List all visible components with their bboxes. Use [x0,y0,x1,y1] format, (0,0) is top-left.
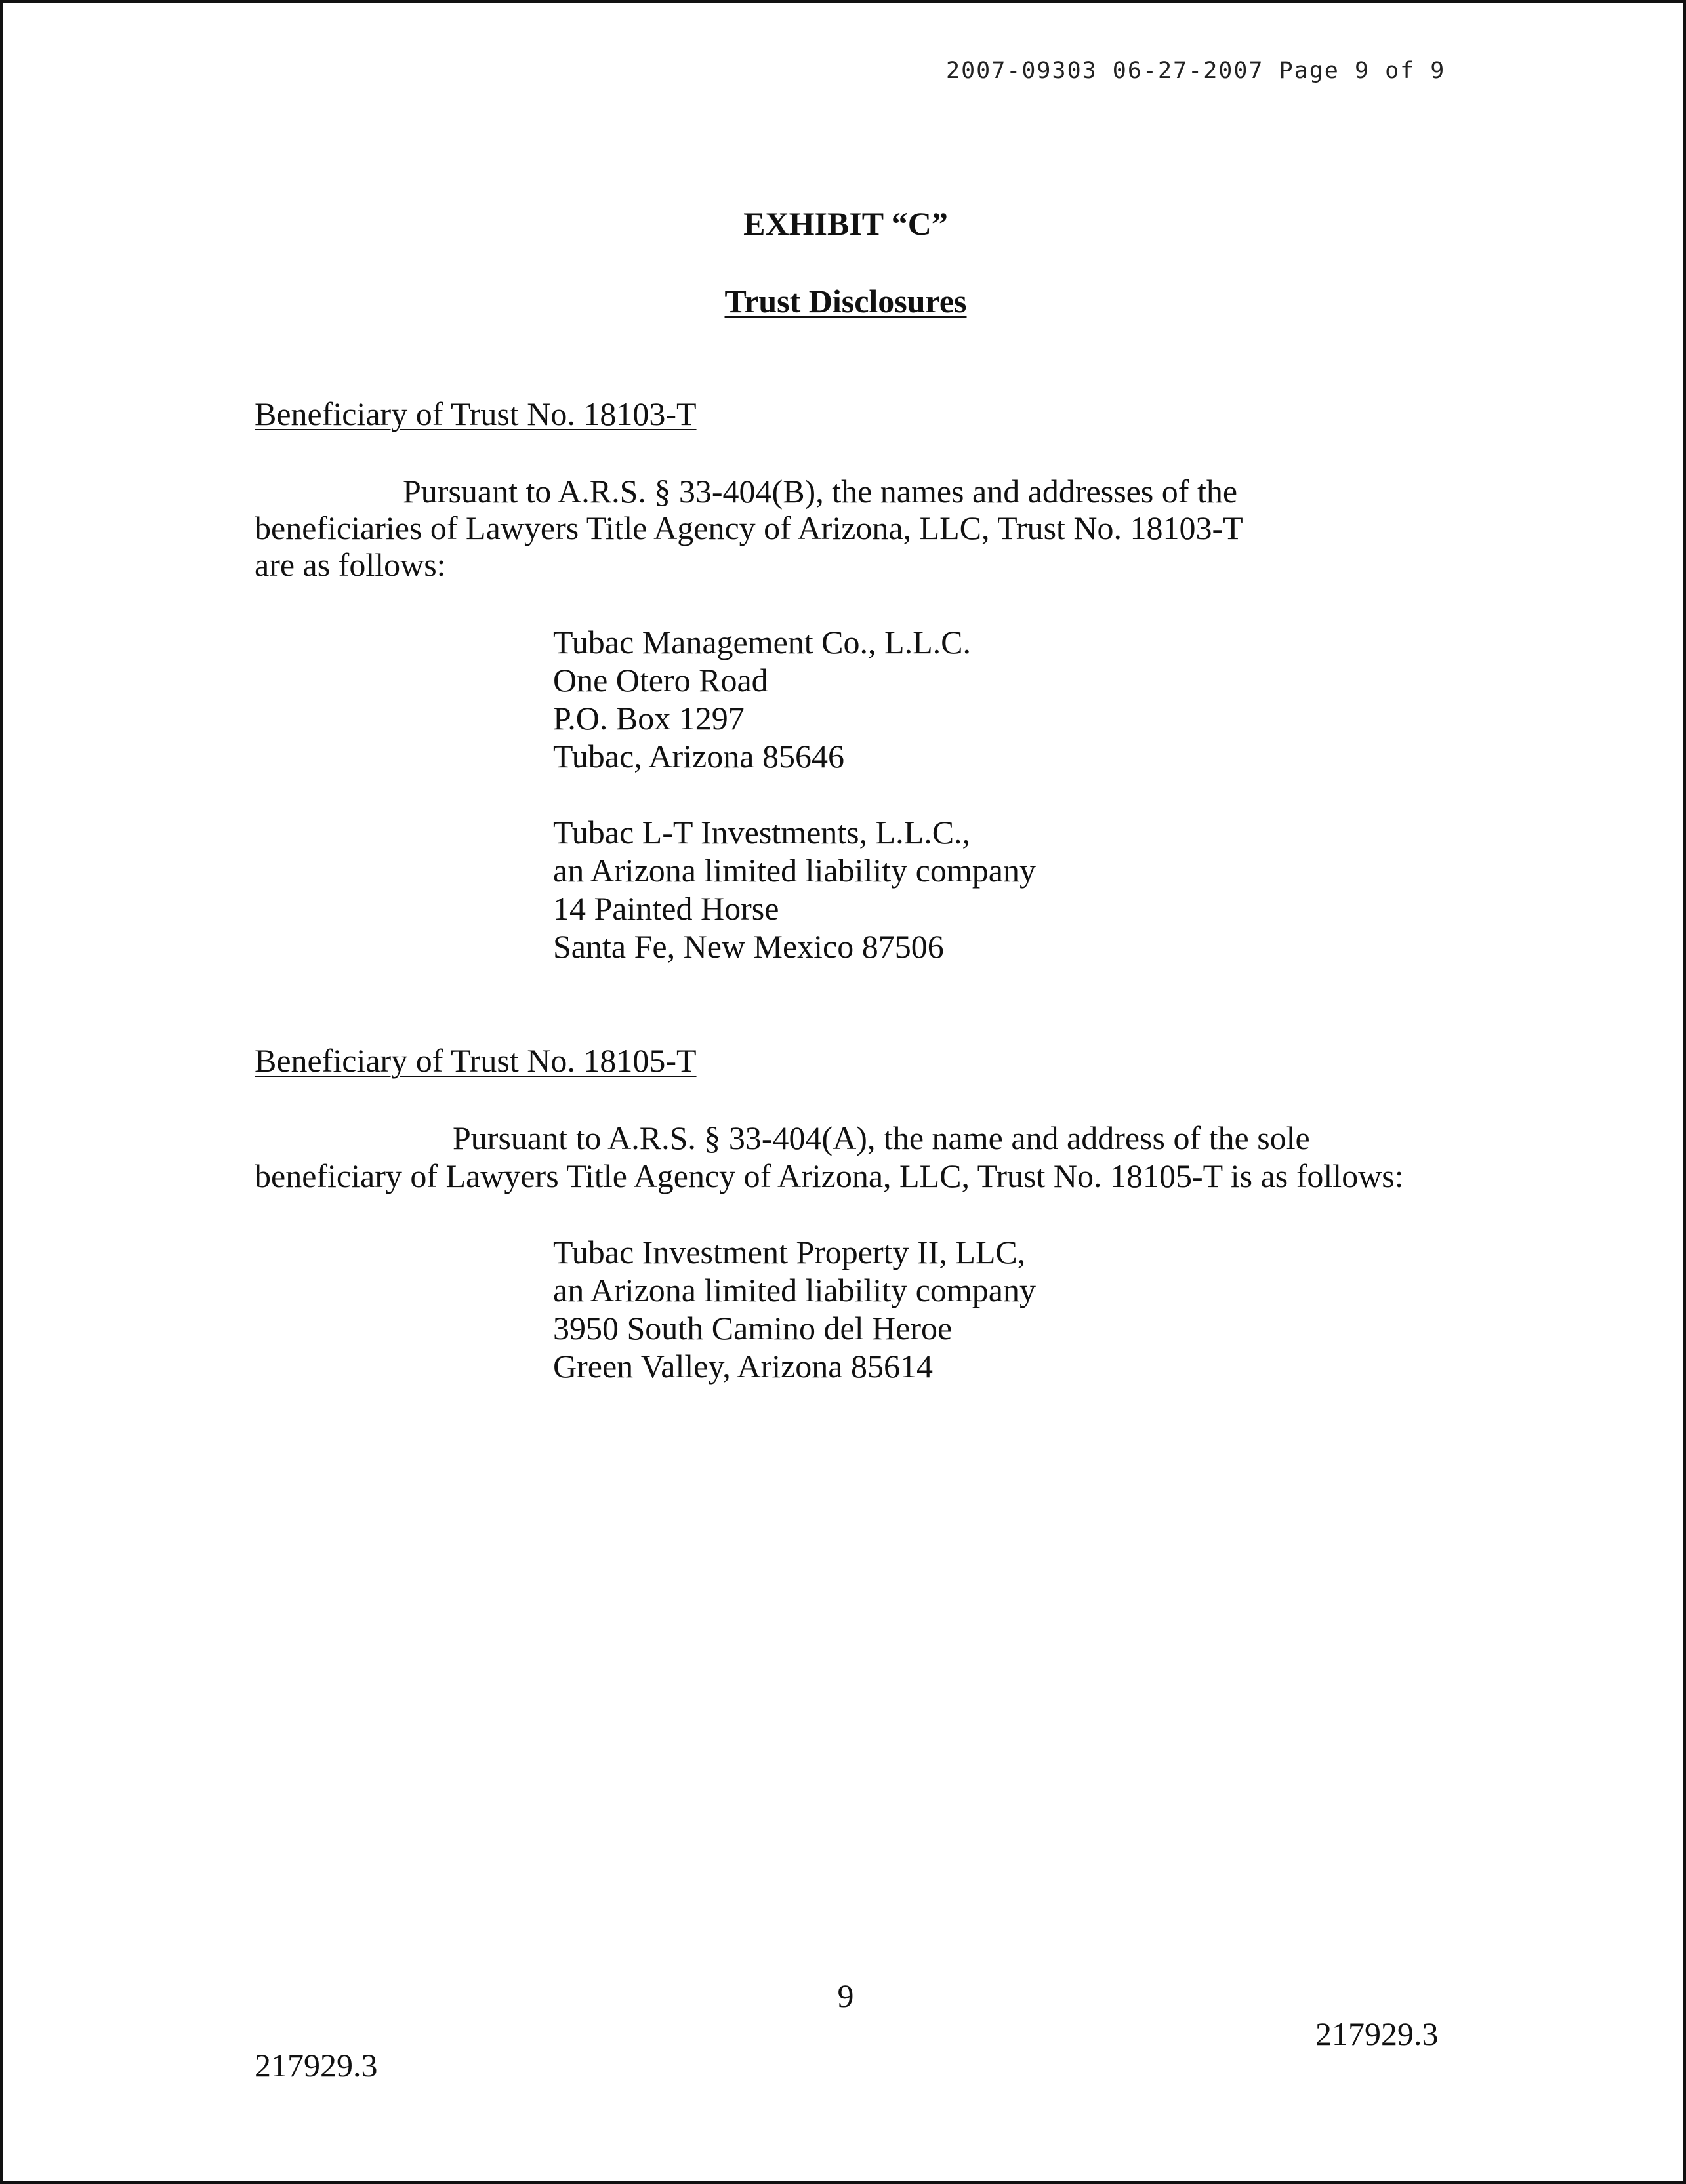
address-line: Green Valley, Arizona 85614 [553,1348,934,1385]
address-line: Santa Fe, New Mexico 87506 [553,928,944,965]
paragraph-line: Pursuant to A.R.S. § 33-404(B), the names and addresses of the [403,473,1238,510]
paragraph-line: Pursuant to A.R.S. § 33-404(A), the name and address of the sole [453,1120,1310,1156]
address-line: 14 Painted Horse [553,890,779,927]
exhibit-title: EXHIBIT “C” [743,205,948,242]
address-line: Tubac L-T Investments, L.L.C., [553,814,971,851]
section-heading-trust-18103: Beneficiary of Trust No. 18103-T [255,395,697,432]
paragraph-line: beneficiaries of Lawyers Title Agency of Arizona, LLC, Trust No. 18103-T [255,510,1243,546]
address-line: Tubac Management Co., L.L.C. [553,624,971,660]
section-heading-trust-18105: Beneficiary of Trust No. 18105-T [255,1042,697,1079]
address-line: an Arizona limited liability company [553,852,1036,889]
document-id-left: 217929.3 [255,2047,378,2084]
exhibit-subtitle: Trust Disclosures [724,283,967,319]
address-line: Tubac, Arizona 85646 [553,738,844,775]
page-number: 9 [837,1977,854,2014]
paragraph-line: beneficiary of Lawyers Title Agency of Arizona, LLC, Trust No. 18105-T is as follows: [255,1158,1404,1194]
address-line: One Otero Road [553,662,768,698]
address-line: P.O. Box 1297 [553,700,745,737]
address-line: Tubac Investment Property II, LLC, [553,1234,1026,1270]
address-line: 3950 South Camino del Heroe [553,1310,953,1346]
document-id-right: 217929.3 [1315,2015,1439,2052]
address-line: an Arizona limited liability company [553,1272,1036,1308]
recording-stamp: 2007-09303 06-27-2007 Page 9 of 9 [946,58,1446,84]
paragraph-line: are as follows: [255,546,446,583]
